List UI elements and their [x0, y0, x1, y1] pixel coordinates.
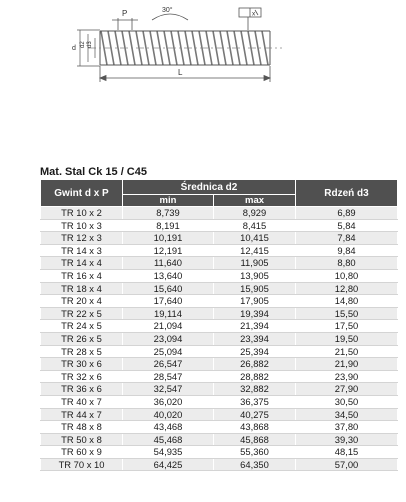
cell-min: 21,094: [123, 320, 214, 333]
cell-max: 8,929: [214, 207, 296, 220]
cell-max: 28,882: [214, 370, 296, 383]
cell-max: 26,882: [214, 358, 296, 371]
cell-min: 45,468: [123, 433, 214, 446]
cell-thread: TR 28 x 5: [41, 345, 123, 358]
cell-thread: TR 40 x 7: [41, 395, 123, 408]
cell-max: 25,394: [214, 345, 296, 358]
cell-core: 8,80: [296, 257, 398, 270]
cell-max: 12,415: [214, 244, 296, 257]
table-row: [41, 219, 398, 232]
cell-min: 13,640: [123, 269, 214, 282]
cell-thread: TR 70 x 10: [41, 458, 123, 471]
cell-min: 12,191: [123, 244, 214, 257]
cell-max: 43,868: [214, 421, 296, 434]
cell-min: 17,640: [123, 295, 214, 308]
cell-thread: TR 18 x 4: [41, 282, 123, 295]
cell-core: 9,84: [296, 244, 398, 257]
cell-core: 34,50: [296, 408, 398, 421]
cell-thread: TR 44 x 7: [41, 408, 123, 421]
cell-thread: TR 30 x 6: [41, 358, 123, 371]
pitch-label: P: [122, 9, 128, 18]
cell-min: 64,425: [123, 458, 214, 471]
tolerance-frame: [239, 8, 261, 30]
cell-max: 55,360: [214, 446, 296, 459]
cell-core: 39,30: [296, 433, 398, 446]
pitch-dimension: [112, 18, 138, 30]
cell-min: 43,468: [123, 421, 214, 434]
table-row: [41, 307, 398, 320]
cell-min: 10,191: [123, 232, 214, 245]
cell-max: 21,394: [214, 320, 296, 333]
cell-min: 40,020: [123, 408, 214, 421]
cell-core: 17,50: [296, 320, 398, 333]
cell-max: 17,905: [214, 295, 296, 308]
table-body: [41, 207, 398, 471]
table-row: [41, 332, 398, 345]
cell-thread: TR 16 x 4: [41, 269, 123, 282]
table-row: [41, 421, 398, 434]
table-row: [41, 458, 398, 471]
material-title: Mat. Stal Ck 15 / C45: [40, 166, 147, 178]
cell-min: 8,191: [123, 219, 214, 232]
cell-min: 54,935: [123, 446, 214, 459]
cell-thread: TR 32 x 6: [41, 370, 123, 383]
thread-spec-table: [40, 179, 398, 471]
cell-core: 57,00: [296, 458, 398, 471]
cell-core: 14,80: [296, 295, 398, 308]
cell-core: 21,90: [296, 358, 398, 371]
cell-max: 23,394: [214, 332, 296, 345]
header-min: min: [123, 195, 214, 207]
angle-arc: [152, 14, 188, 20]
cell-max: 10,415: [214, 232, 296, 245]
table-row: [41, 269, 398, 282]
length-label: L: [178, 68, 183, 77]
table-row: [41, 408, 398, 421]
cell-thread: TR 24 x 5: [41, 320, 123, 333]
cell-thread: TR 14 x 4: [41, 257, 123, 270]
cell-max: 45,868: [214, 433, 296, 446]
cell-core: 6,89: [296, 207, 398, 220]
d2-label: d2: [80, 41, 86, 48]
table-row: [41, 207, 398, 220]
cell-min: 26,547: [123, 358, 214, 371]
d-label: d: [72, 45, 76, 52]
cell-max: 32,882: [214, 383, 296, 396]
screw-drawing-svg: [0, 0, 406, 150]
angle-label: 30°: [162, 7, 173, 14]
cell-core: 30,50: [296, 395, 398, 408]
tolerance-label: x: [252, 10, 256, 18]
cell-thread: TR 10 x 2: [41, 207, 123, 220]
cell-max: 36,375: [214, 395, 296, 408]
cell-max: 8,415: [214, 219, 296, 232]
cell-max: 40,275: [214, 408, 296, 421]
header-max: max: [214, 195, 296, 207]
cell-core: 5,84: [296, 219, 398, 232]
table-row: [41, 244, 398, 257]
table-row: [41, 395, 398, 408]
cell-min: 15,640: [123, 282, 214, 295]
cell-thread: TR 48 x 8: [41, 421, 123, 434]
cell-min: 32,547: [123, 383, 214, 396]
cell-thread: TR 60 x 9: [41, 446, 123, 459]
cell-thread: TR 10 x 3: [41, 219, 123, 232]
cell-min: 23,094: [123, 332, 214, 345]
d3-label: d3: [87, 41, 93, 48]
cell-thread: TR 20 x 4: [41, 295, 123, 308]
table-row: [41, 446, 398, 459]
table-row: [41, 433, 398, 446]
cell-thread: TR 36 x 6: [41, 383, 123, 396]
table-row: [41, 370, 398, 383]
table-header: [41, 180, 398, 207]
cell-min: 28,547: [123, 370, 214, 383]
cell-max: 15,905: [214, 282, 296, 295]
table-row: [41, 257, 398, 270]
header-thread: Gwint d x P: [41, 180, 123, 207]
header-diameter: Średnica d2: [123, 180, 296, 195]
cell-core: 19,50: [296, 332, 398, 345]
cell-core: 37,80: [296, 421, 398, 434]
cell-thread: TR 14 x 3: [41, 244, 123, 257]
table-row: [41, 282, 398, 295]
cell-core: 27,90: [296, 383, 398, 396]
cell-min: 8,739: [123, 207, 214, 220]
cell-thread: TR 50 x 8: [41, 433, 123, 446]
cell-max: 64,350: [214, 458, 296, 471]
cell-min: 19,114: [123, 307, 214, 320]
cell-thread: TR 26 x 5: [41, 332, 123, 345]
header-core: Rdzeń d3: [296, 180, 398, 207]
cell-thread: TR 22 x 5: [41, 307, 123, 320]
table-row: [41, 383, 398, 396]
cell-core: 10,80: [296, 269, 398, 282]
cell-core: 12,80: [296, 282, 398, 295]
cell-max: 11,905: [214, 257, 296, 270]
table-row: [41, 345, 398, 358]
cell-thread: TR 12 x 3: [41, 232, 123, 245]
cell-core: 15,50: [296, 307, 398, 320]
cell-min: 36,020: [123, 395, 214, 408]
cell-core: 48,15: [296, 446, 398, 459]
screw-drawing: [0, 0, 406, 150]
table-row: [41, 295, 398, 308]
cell-core: 7,84: [296, 232, 398, 245]
cell-min: 11,640: [123, 257, 214, 270]
table-row: [41, 320, 398, 333]
cell-max: 19,394: [214, 307, 296, 320]
table-row: [41, 358, 398, 371]
cell-core: 23,90: [296, 370, 398, 383]
cell-max: 13,905: [214, 269, 296, 282]
table-row: [41, 232, 398, 245]
cell-min: 25,094: [123, 345, 214, 358]
cell-core: 21,50: [296, 345, 398, 358]
length-dimension: [100, 66, 270, 82]
